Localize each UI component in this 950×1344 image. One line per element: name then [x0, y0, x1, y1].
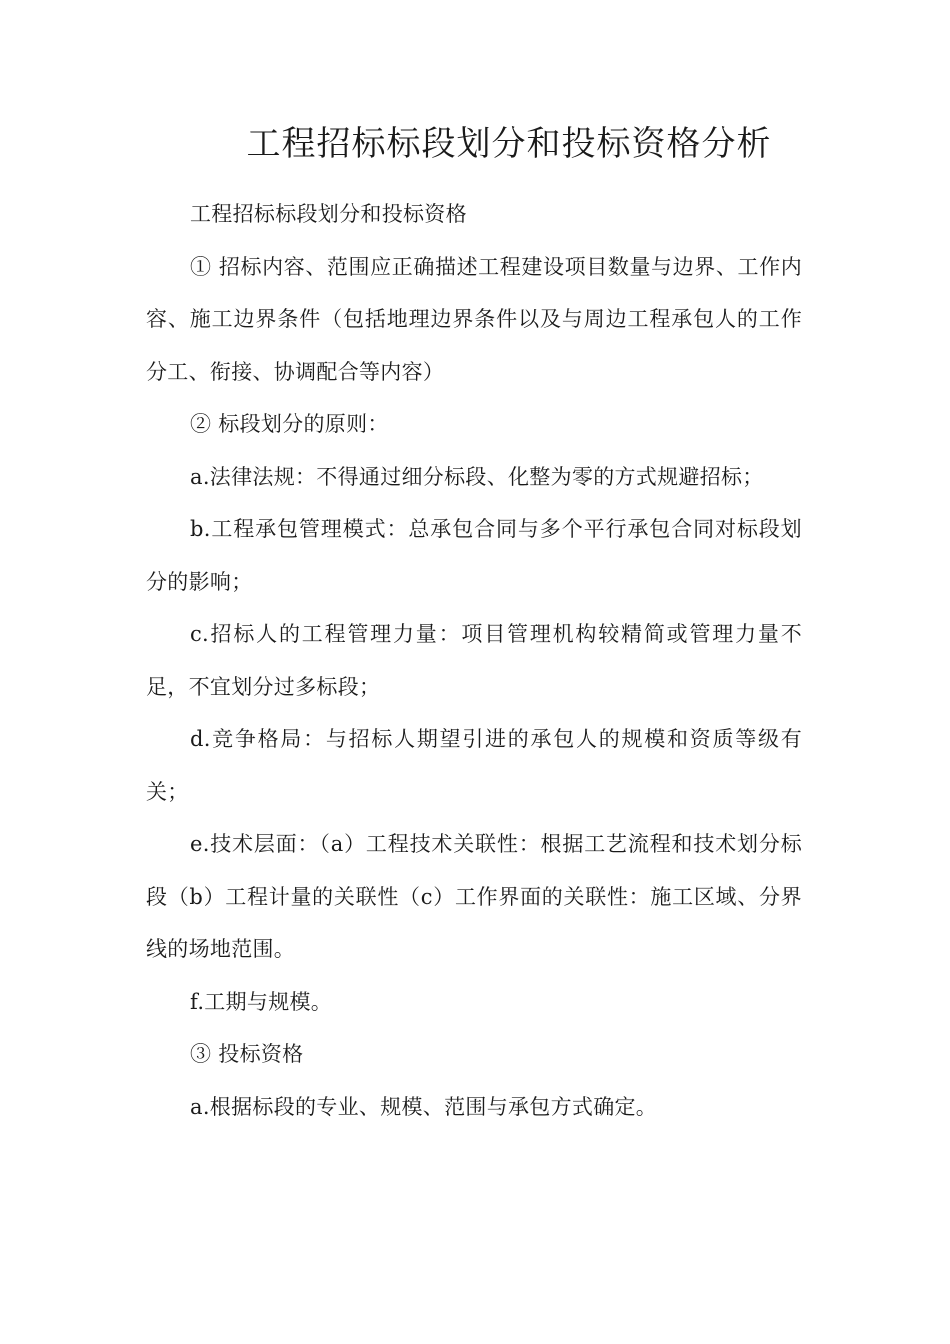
paragraph-item-3: ③ 投标资格 [190, 1042, 304, 1066]
paragraph-subtitle: 工程招标标段划分和投标资格 [190, 202, 467, 226]
paragraph-principle-b: b.工程承包管理模式：总承包合同与多个平行承包合同对标段划分的影响； [146, 517, 802, 594]
paragraph-item-1: ① 招标内容、范围应正确描述工程建设项目数量与边界、工作内容、施工边界条件（包括地理边界条件以及与周边工程承包人的工作分工、衔接、协调配合等内容） [146, 254, 802, 384]
paragraph-principle-f: f.工期与规模。 [190, 989, 333, 1014]
paragraph-item-2: ② 标段划分的原则： [190, 412, 389, 436]
document-body [146, 188, 802, 1133]
document-title: 工程招标标段划分和投标资格分析 [246, 124, 772, 164]
paragraph-principle-d: d.竞争格局：与招标人期望引进的承包人的规模和资质等级有关； [146, 727, 802, 804]
paragraph-principle-e: e.技术层面：（a）工程技术关联性：根据工艺流程和技术划分标段（b）工程计量的关联性（c）工作界面的关联性：施工区域、分界线的场地范围。 [146, 832, 802, 961]
paragraph-principle-a: a.法律法规：不得通过细分标段、化整为零的方式规避招标； [190, 464, 764, 489]
paragraph-qualification-a: a.根据标段的专业、规模、范围与承包方式确定。 [190, 1094, 658, 1119]
paragraph-principle-c: c.招标人的工程管理力量：项目管理机构较精简或管理力量不足，不宜划分过多标段； [146, 622, 802, 699]
